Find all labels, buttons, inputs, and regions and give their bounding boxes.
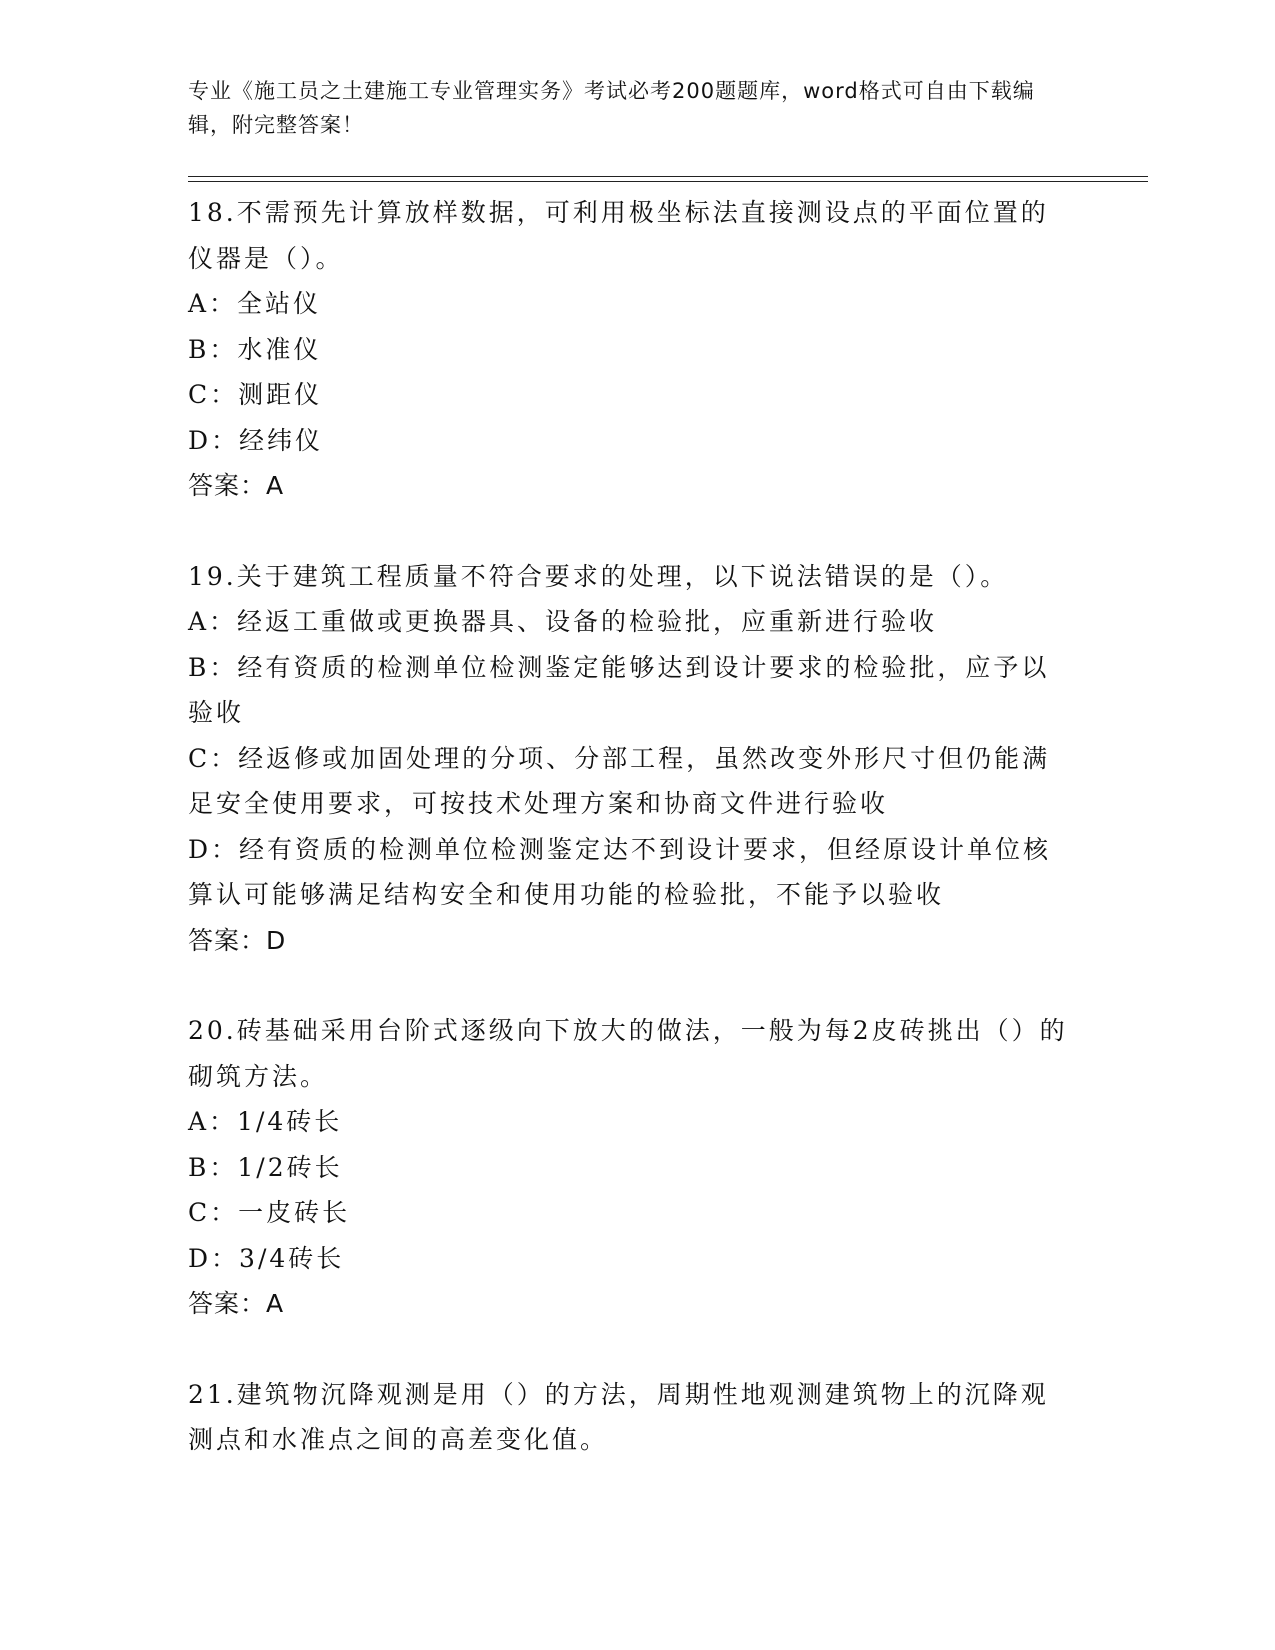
question-stem: 19.关于建筑工程质量不符合要求的处理，以下说法错误的是（）。 — [188, 561, 1009, 591]
option-a: A：经返工重做或更换器具、设备的检验批，应重新进行验收 — [188, 607, 938, 636]
answer-label: 答案：A — [188, 471, 285, 500]
option-c: C：经返修或加固处理的分项、分部工程，虽然改变外形尺寸但仍能满足安全使用要求，可按技术处理方案和协商文件进行验收 — [188, 743, 1051, 818]
option-c: C：一皮砖长 — [188, 1198, 351, 1227]
question-20 — [188, 1008, 1068, 1327]
question-stem: 21.建筑物沉降观测是用（）的方法，周期性地观测建筑物上的沉降观测点和水准点之间的高差变化值。 — [188, 1379, 1049, 1454]
question-18 — [188, 190, 1068, 509]
option-a: A：1/4砖长 — [188, 1107, 343, 1136]
option-b: B：水准仪 — [188, 334, 322, 364]
option-d: D：经纬仪 — [188, 425, 324, 455]
question-stem: 20.砖基础采用台阶式逐级向下放大的做法，一般为每2皮砖挑出（）的砌筑方法。 — [188, 1016, 1068, 1091]
option-a: A：全站仪 — [188, 289, 322, 318]
option-d: D：经有资质的检测单位检测鉴定达不到设计要求，但经原设计单位核算认可能够满足结构安全和使用功能的检验批，不能予以验收 — [188, 834, 1052, 909]
document-header: 专业《施工员之土建施工专业管理实务》考试必考200题题库，word格式可自由下载编辑，附完整答案！ — [188, 79, 1035, 137]
question-list — [188, 190, 1068, 1508]
answer-label: 答案：D — [188, 925, 287, 955]
question-21 — [188, 1372, 1068, 1463]
question-19 — [188, 554, 1068, 964]
option-d: D：3/4砖长 — [188, 1243, 345, 1273]
answer-label: 答案：A — [188, 1289, 285, 1318]
header-divider-bottom — [188, 181, 1148, 182]
option-b: B：经有资质的检测单位检测鉴定能够达到设计要求的检验批，应予以验收 — [188, 652, 1050, 727]
option-c: C：测距仪 — [188, 380, 323, 409]
option-b: B：1/2砖长 — [188, 1152, 343, 1182]
header-divider-top — [188, 176, 1148, 177]
question-stem: 18.不需预先计算放样数据，可利用极坐标法直接测设点的平面位置的仪器是（）。 — [188, 198, 1049, 273]
